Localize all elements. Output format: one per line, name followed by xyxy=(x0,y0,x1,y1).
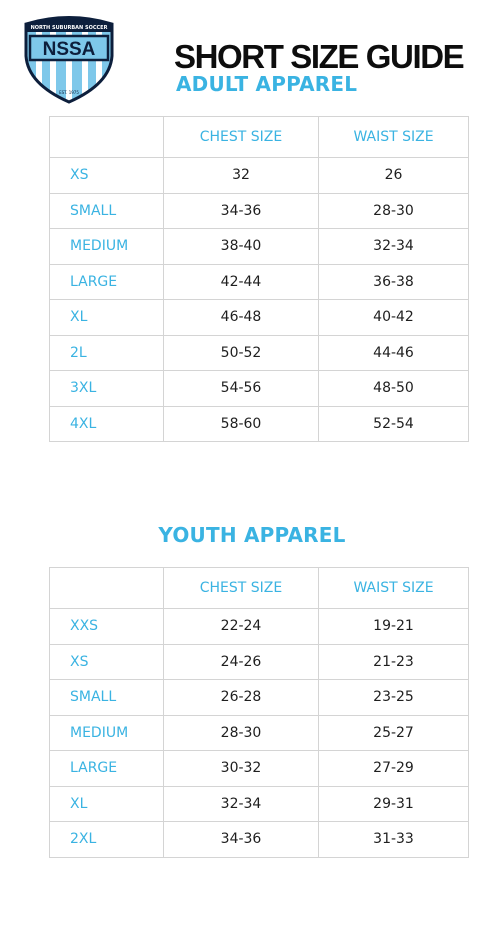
chest-value: 32 xyxy=(164,158,319,194)
size-label: SMALL xyxy=(50,193,164,229)
size-label: XL xyxy=(50,300,164,336)
size-label: XS xyxy=(50,644,164,680)
chest-value: 50-52 xyxy=(164,335,319,371)
waist-value: 26 xyxy=(319,158,469,194)
waist-value: 44-46 xyxy=(319,335,469,371)
size-label: XS xyxy=(50,158,164,194)
size-label: MEDIUM xyxy=(50,715,164,751)
header-waist-size: WAIST SIZE xyxy=(319,117,469,158)
waist-value: 19-21 xyxy=(319,609,469,645)
size-label: XXS xyxy=(50,609,164,645)
table-row xyxy=(50,680,469,716)
size-label: 4XL xyxy=(50,406,164,442)
header-waist-size: WAIST SIZE xyxy=(319,568,469,609)
table-row xyxy=(50,786,469,822)
nssa-logo xyxy=(22,10,116,104)
chest-value: 24-26 xyxy=(164,644,319,680)
youth-size-table xyxy=(49,567,469,858)
table-row xyxy=(50,609,469,645)
table-header-row xyxy=(50,568,469,609)
size-label: 2L xyxy=(50,335,164,371)
page-title: SHORT SIZE GUIDE xyxy=(174,38,464,75)
chest-value: 22-24 xyxy=(164,609,319,645)
waist-value: 32-34 xyxy=(319,229,469,265)
waist-value: 52-54 xyxy=(319,406,469,442)
table-row xyxy=(50,229,469,265)
waist-value: 28-30 xyxy=(319,193,469,229)
waist-value: 23-25 xyxy=(319,680,469,716)
chest-value: 58-60 xyxy=(164,406,319,442)
logo-arc-text: NORTH SUBURBAN SOCCER xyxy=(30,25,108,31)
logo-text: NSSA xyxy=(42,39,96,60)
waist-value: 25-27 xyxy=(319,715,469,751)
chest-value: 34-36 xyxy=(164,822,319,858)
chest-value: 38-40 xyxy=(164,229,319,265)
table-row xyxy=(50,644,469,680)
waist-value: 40-42 xyxy=(319,300,469,336)
table-row xyxy=(50,193,469,229)
table-row xyxy=(50,371,469,407)
table-header-row xyxy=(50,117,469,158)
chest-value: 34-36 xyxy=(164,193,319,229)
logo-est: EST. 1975 xyxy=(59,90,79,95)
size-label: 2XL xyxy=(50,822,164,858)
table-row xyxy=(50,335,469,371)
table-row xyxy=(50,751,469,787)
waist-value: 21-23 xyxy=(319,644,469,680)
chest-value: 32-34 xyxy=(164,786,319,822)
header-blank xyxy=(50,568,164,609)
chest-value: 54-56 xyxy=(164,371,319,407)
table-row xyxy=(50,300,469,336)
table-row xyxy=(50,822,469,858)
adult-size-table xyxy=(49,116,469,442)
chest-value: 46-48 xyxy=(164,300,319,336)
table-row xyxy=(50,158,469,194)
size-label: XL xyxy=(50,786,164,822)
size-label: MEDIUM xyxy=(50,229,164,265)
chest-value: 30-32 xyxy=(164,751,319,787)
waist-value: 27-29 xyxy=(319,751,469,787)
header-chest-size: CHEST SIZE xyxy=(164,568,319,609)
size-label: 3XL xyxy=(50,371,164,407)
chest-value: 28-30 xyxy=(164,715,319,751)
chest-value: 42-44 xyxy=(164,264,319,300)
header-chest-size: CHEST SIZE xyxy=(164,117,319,158)
youth-section-title: YOUTH APPAREL xyxy=(158,523,346,547)
table-row xyxy=(50,406,469,442)
table-row xyxy=(50,264,469,300)
waist-value: 29-31 xyxy=(319,786,469,822)
header-blank xyxy=(50,117,164,158)
table-row xyxy=(50,715,469,751)
size-label: LARGE xyxy=(50,264,164,300)
waist-value: 36-38 xyxy=(319,264,469,300)
waist-value: 31-33 xyxy=(319,822,469,858)
waist-value: 48-50 xyxy=(319,371,469,407)
adult-section-title: ADULT APPAREL xyxy=(176,72,358,96)
size-label: LARGE xyxy=(50,751,164,787)
size-label: SMALL xyxy=(50,680,164,716)
chest-value: 26-28 xyxy=(164,680,319,716)
